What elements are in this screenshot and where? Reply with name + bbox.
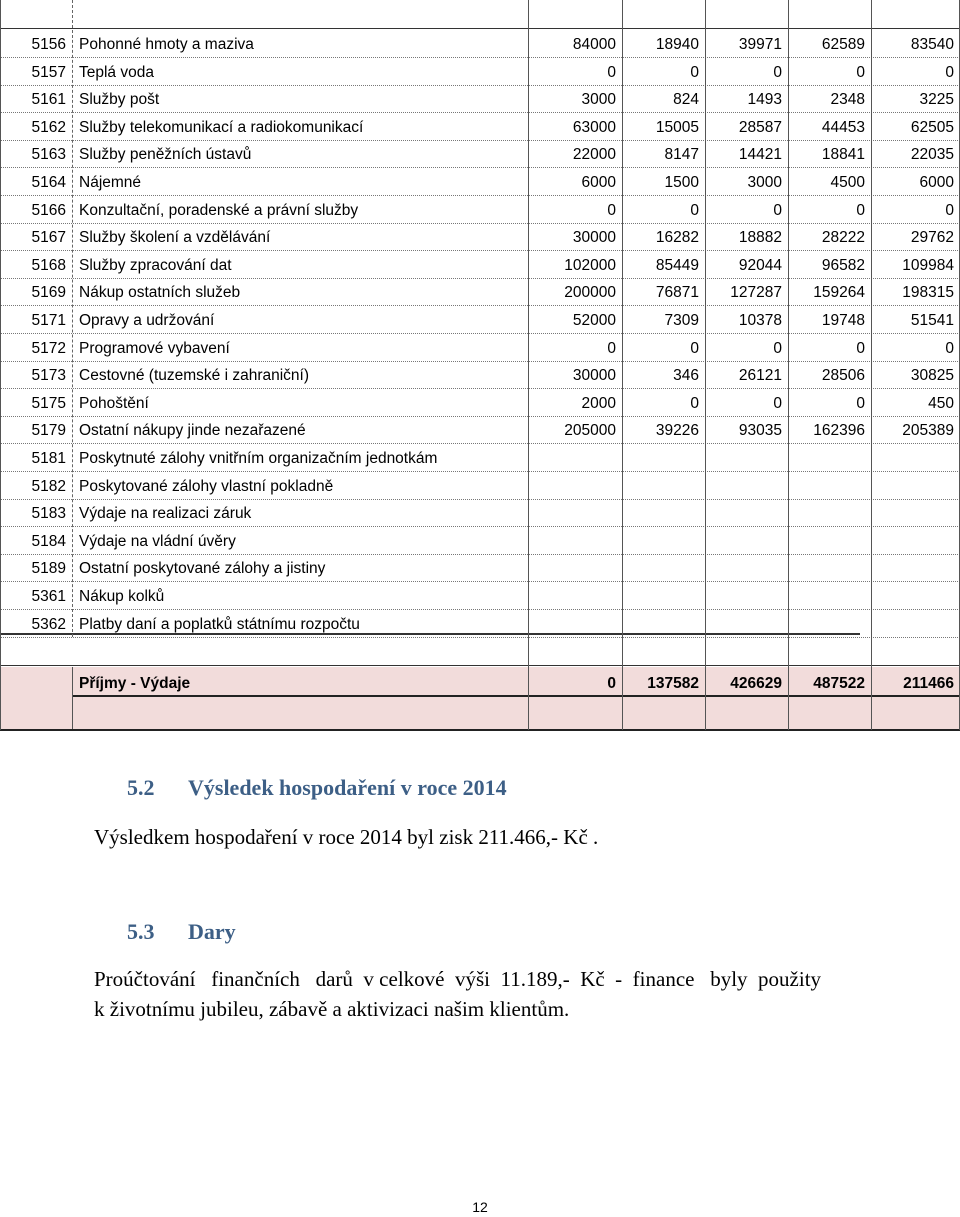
table-row <box>0 251 960 278</box>
row-name: Služby pošt <box>79 91 160 109</box>
row-name: Služby školení a vzdělávání <box>79 229 271 247</box>
donations-paragraph-line-1: Proúčtování finančních darů v celkové výši 11.189,- Kč - finance byly použity <box>94 967 822 991</box>
row-value-5 <box>871 582 960 609</box>
row-code: 5163 <box>31 146 66 164</box>
row-value-3: 127287 <box>730 284 782 302</box>
table-bottom-rule <box>0 729 960 731</box>
row-value-1 <box>528 499 622 526</box>
row-value-4: 2348 <box>830 91 865 109</box>
table-row <box>0 416 960 443</box>
table-left-edge <box>0 0 1 730</box>
row-value-4: 62589 <box>821 36 865 53</box>
column-divider <box>528 0 529 730</box>
table-row <box>0 196 960 223</box>
row-value-3: 0 <box>773 63 782 81</box>
row-value-4: 19748 <box>821 312 865 329</box>
row-value-1 <box>528 582 622 609</box>
row-value-4: 162396 <box>813 422 865 440</box>
row-value-2: 18940 <box>655 36 699 53</box>
row-value-4: 18841 <box>821 146 865 164</box>
table-row <box>0 361 960 388</box>
row-value-1: 200000 <box>564 284 616 302</box>
row-code: 5181 <box>31 450 66 467</box>
row-value-5: 205389 <box>902 422 954 440</box>
row-code: 5171 <box>31 312 66 329</box>
column-divider <box>788 0 789 730</box>
table-row <box>0 168 960 195</box>
row-value-4: 28222 <box>821 229 865 247</box>
row-value-2: 76871 <box>655 284 699 302</box>
row-separator <box>0 637 960 638</box>
row-value-5: 0 <box>945 339 954 357</box>
row-value-4 <box>788 444 871 471</box>
row-value-4 <box>788 527 871 554</box>
row-name: Platby daní a poplatků státnímu rozpočtu <box>79 615 360 633</box>
row-value-3: 39971 <box>738 36 782 53</box>
row-value-1 <box>528 554 622 581</box>
row-name: Poskytnuté zálohy vnitřním organizačním jednotkám <box>79 450 438 467</box>
row-value-3: 93035 <box>738 422 782 440</box>
row-code: 5161 <box>31 91 66 109</box>
row-name: Nákup ostatních služeb <box>79 284 241 302</box>
row-code: 5183 <box>31 505 66 523</box>
row-code: 5361 <box>31 588 66 605</box>
row-value-4 <box>788 499 871 526</box>
row-value-4 <box>788 554 871 581</box>
row-name: Nákup kolků <box>79 588 165 605</box>
row-code: 5167 <box>31 229 66 247</box>
row-value-3: 0 <box>773 394 782 412</box>
row-value-2 <box>622 582 705 609</box>
row-code: 5157 <box>31 63 66 81</box>
summary-value-5: 211466 <box>903 675 954 692</box>
row-value-4: 0 <box>856 63 865 81</box>
row-value-4: 159264 <box>813 284 865 302</box>
row-value-5 <box>871 554 960 581</box>
row-code: 5162 <box>31 118 66 136</box>
row-name: Poskytované zálohy vlastní pokladně <box>79 477 334 495</box>
table-row <box>0 306 960 333</box>
row-code: 5168 <box>31 256 66 274</box>
row-value-1: 0 <box>607 63 616 81</box>
row-value-5: 450 <box>928 394 954 412</box>
row-value-1: 22000 <box>572 146 616 164</box>
column-divider <box>871 0 872 730</box>
row-value-5: 83540 <box>910 36 954 53</box>
section-title: Dary <box>188 919 236 944</box>
row-value-4: 96582 <box>821 256 865 274</box>
row-name: Konzultační, poradenské a právní služby <box>79 201 359 219</box>
row-value-2: 15005 <box>655 118 699 136</box>
row-code: 5166 <box>31 201 66 219</box>
row-value-2 <box>622 499 705 526</box>
row-value-1 <box>528 472 622 499</box>
section-number: 5.3 <box>127 919 155 944</box>
summary-value-1: 0 <box>607 675 616 692</box>
table-row <box>0 499 960 526</box>
row-name: Ostatní nákupy jinde nezařazené <box>79 422 306 440</box>
row-value-5: 51541 <box>910 312 954 329</box>
row-value-5: 62505 <box>910 118 954 136</box>
summary-value-4: 487522 <box>813 675 865 692</box>
row-value-2: 85449 <box>655 256 699 274</box>
row-value-5 <box>871 610 960 637</box>
table-row <box>0 444 960 471</box>
row-code: 5164 <box>31 174 66 191</box>
row-value-5: 29762 <box>910 229 954 247</box>
table-row <box>0 472 960 499</box>
section-title: Výsledek hospodaření v roce 2014 <box>188 775 507 800</box>
row-value-4 <box>788 582 871 609</box>
row-value-5: 0 <box>945 63 954 81</box>
row-name: Teplá voda <box>79 63 154 81</box>
row-value-5 <box>871 527 960 554</box>
row-name: Pohoštění <box>79 394 149 412</box>
row-value-3 <box>705 527 788 554</box>
row-value-5 <box>871 472 960 499</box>
row-value-5: 6000 <box>919 174 954 191</box>
row-name: Výdaje na vládní úvěry <box>79 532 236 550</box>
row-name: Služby telekomunikací a radiokomunikací <box>79 118 364 136</box>
row-name: Služby peněžních ústavů <box>79 146 252 164</box>
row-value-4: 44453 <box>821 118 865 136</box>
row-code: 5156 <box>31 36 66 53</box>
row-value-1: 52000 <box>572 312 616 329</box>
summary-underline <box>73 695 960 697</box>
row-value-3: 0 <box>773 339 782 357</box>
row-value-3: 0 <box>773 201 782 219</box>
row-value-2 <box>622 554 705 581</box>
row-value-2: 0 <box>690 201 699 219</box>
row-value-2 <box>622 472 705 499</box>
row-value-5: 22035 <box>910 146 954 164</box>
row-code: 5184 <box>31 532 66 550</box>
row-value-2: 0 <box>690 394 699 412</box>
row-code: 5179 <box>31 422 66 440</box>
row-value-3 <box>705 554 788 581</box>
row-value-5: 3225 <box>919 91 954 109</box>
result-paragraph: Výsledkem hospodaření v roce 2014 byl zisk 211.466,- Kč . <box>94 825 599 849</box>
row-value-2: 1500 <box>664 174 699 191</box>
row-value-1: 0 <box>607 339 616 357</box>
table-row <box>0 30 960 57</box>
table-row <box>0 582 960 609</box>
summary-label: Příjmy - Výdaje <box>79 675 191 692</box>
row-value-3 <box>705 499 788 526</box>
row-code: 5182 <box>31 477 66 495</box>
table-rule <box>0 633 860 635</box>
table-row <box>0 334 960 361</box>
row-value-1: 0 <box>607 201 616 219</box>
row-value-3: 14421 <box>738 146 782 164</box>
table-rule <box>0 28 960 29</box>
row-value-2: 0 <box>690 63 699 81</box>
table-row <box>0 85 960 112</box>
row-value-4: 0 <box>856 394 865 412</box>
table-rule <box>0 665 960 666</box>
column-divider <box>705 0 706 730</box>
row-value-3: 1493 <box>747 91 782 109</box>
row-value-1 <box>528 527 622 554</box>
row-name: Výdaje na realizaci záruk <box>79 505 252 523</box>
column-divider <box>622 0 623 730</box>
row-value-4: 4500 <box>830 174 865 191</box>
column-divider <box>72 0 73 637</box>
row-value-3: 3000 <box>747 174 782 191</box>
row-name: Nájemné <box>79 174 142 191</box>
row-value-2: 346 <box>673 367 699 385</box>
row-value-5: 30825 <box>910 367 954 385</box>
summary-row <box>0 669 960 696</box>
donations-paragraph-line-2: k životnímu jubileu, zábavě a aktivizaci našim klientům. <box>94 997 570 1021</box>
summary-value-2: 137582 <box>647 675 699 692</box>
row-value-5: 0 <box>945 201 954 219</box>
row-value-3: 18882 <box>738 229 782 247</box>
row-value-3: 28587 <box>738 118 782 136</box>
table-row <box>0 113 960 140</box>
row-value-3: 92044 <box>738 256 782 274</box>
table-row <box>0 58 960 85</box>
row-value-1 <box>528 444 622 471</box>
row-code: 5173 <box>31 367 66 385</box>
row-value-2 <box>622 527 705 554</box>
row-code: 5189 <box>31 560 66 578</box>
row-value-3: 10378 <box>738 312 782 329</box>
table-row <box>0 389 960 416</box>
row-value-5 <box>871 444 960 471</box>
row-value-1: 30000 <box>572 367 616 385</box>
row-name: Ostatní poskytované zálohy a jistiny <box>79 560 326 578</box>
row-code: 5175 <box>31 394 66 412</box>
row-value-3: 26121 <box>738 367 782 385</box>
row-value-4: 0 <box>856 201 865 219</box>
row-value-1: 2000 <box>581 394 616 412</box>
table-row <box>0 140 960 167</box>
table-row <box>0 223 960 250</box>
row-value-2: 8147 <box>664 146 699 164</box>
row-value-1: 102000 <box>564 256 616 274</box>
row-value-2: 16282 <box>655 229 699 247</box>
row-name: Programové vybavení <box>79 339 230 357</box>
row-value-1: 30000 <box>572 229 616 247</box>
row-value-3 <box>705 472 788 499</box>
row-code: 5362 <box>31 615 66 633</box>
row-name: Služby zpracování dat <box>79 256 232 274</box>
row-value-3 <box>705 582 788 609</box>
section-heading-5-2 <box>127 775 587 803</box>
row-code: 5172 <box>31 339 66 357</box>
row-value-4: 28506 <box>821 367 865 385</box>
row-value-1: 63000 <box>572 118 616 136</box>
column-divider <box>72 667 73 729</box>
row-value-5 <box>871 499 960 526</box>
row-value-4: 0 <box>856 339 865 357</box>
row-value-2: 39226 <box>655 422 699 440</box>
row-value-1: 205000 <box>564 422 616 440</box>
section-number: 5.2 <box>127 775 155 800</box>
table-row <box>0 527 960 554</box>
table-row <box>0 554 960 581</box>
row-value-2: 0 <box>690 339 699 357</box>
row-value-1: 84000 <box>572 36 616 53</box>
summary-value-3: 426629 <box>730 675 782 692</box>
row-value-5: 109984 <box>902 256 954 274</box>
row-value-3 <box>705 444 788 471</box>
section-heading-5-3 <box>127 919 327 947</box>
table-row <box>0 278 960 305</box>
row-value-4 <box>788 472 871 499</box>
row-value-5: 198315 <box>902 284 954 302</box>
page-number: 12 <box>472 1199 488 1215</box>
row-value-2 <box>622 444 705 471</box>
row-code: 5169 <box>31 284 66 302</box>
row-value-2: 7309 <box>664 312 699 329</box>
row-name: Cestovné (tuzemské i zahraniční) <box>79 367 310 385</box>
row-value-1: 6000 <box>581 174 616 191</box>
summary-band-lower <box>0 697 960 730</box>
row-name: Opravy a udržování <box>79 312 215 329</box>
row-value-2: 824 <box>673 91 699 109</box>
row-value-1: 3000 <box>581 91 616 109</box>
row-name: Pohonné hmoty a maziva <box>79 36 254 53</box>
